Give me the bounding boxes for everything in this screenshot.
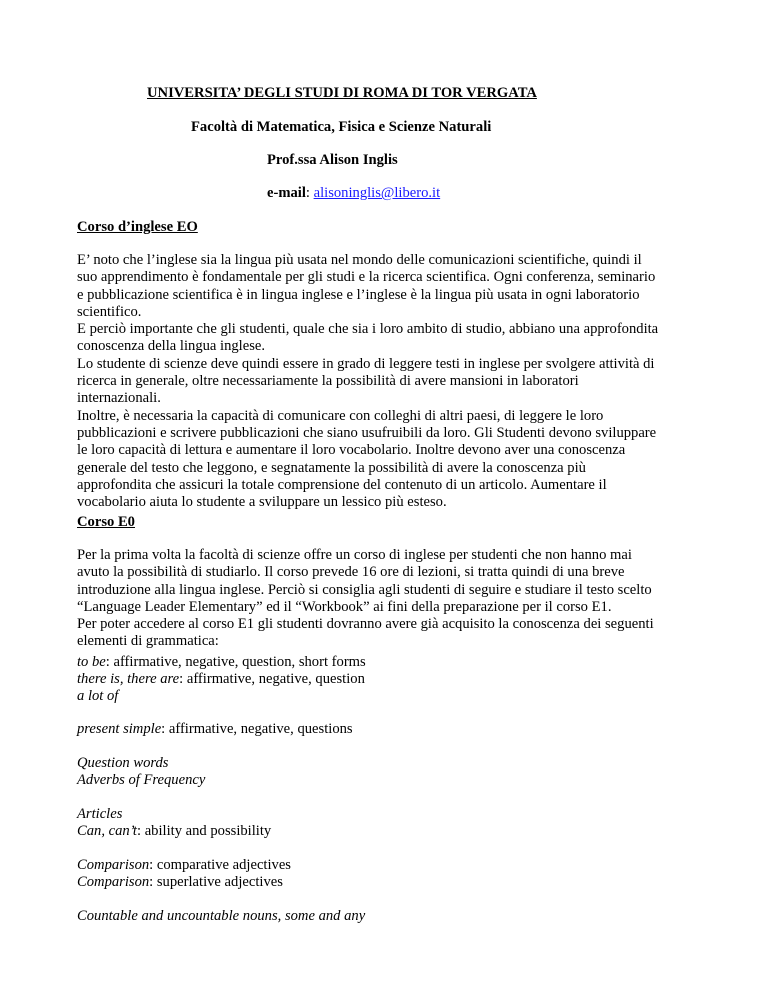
grammar-item <box>77 772 205 789</box>
grammar-term: Can, can’t <box>77 823 137 839</box>
paragraph-line: pubblicazioni e scrivere pubblicazioni che siano usufruibili da loro. Gli Studenti devono sviluppare <box>77 424 657 441</box>
faculty-title: Facoltà di Matematica, Fisica e Scienze Naturali <box>191 119 492 135</box>
grammar-detail: : comparative adjectives <box>149 857 291 873</box>
grammar-term: Question words <box>77 755 169 771</box>
grammar-detail: : ability and possibility <box>137 823 272 839</box>
grammar-item <box>77 806 122 823</box>
paragraph-line: Per la prima volta la facoltà di scienze offre un corso di inglese per studenti che non hanno mai <box>77 547 632 563</box>
paragraph-line: approfondita che assicuri la totale comprensione del contenuto di un articolo. Aumentare il <box>77 476 607 493</box>
paragraph-line: Per poter accedere al corso E1 gli studenti dovranno avere già acquisito la conoscenza dei seguenti <box>77 616 654 633</box>
grammar-term: Articles <box>77 806 123 822</box>
email-label: e-mail <box>267 185 306 201</box>
section-title-e0: Corso E0 <box>77 514 135 530</box>
paragraph-line: generale del testo che leggono, e segnatamente la possibilità di avere la conoscenza più <box>77 459 586 476</box>
grammar-item <box>77 671 365 688</box>
grammar-term: a lot of <box>77 688 119 704</box>
grammar-detail: : affirmative, negative, questions <box>161 721 353 737</box>
paragraph-line: “Language Leader Elementary” ed il “Workbook” ai fini della preparazione per il corso E1. <box>77 598 612 615</box>
paragraph-line: E perciò importante che gli studenti, quale che sia i loro ambito di studio, abbiano una approfondita <box>77 321 659 338</box>
grammar-item <box>77 654 366 671</box>
grammar-term: Adverbs of Frequency <box>77 772 206 788</box>
section-title-eo: Corso d’inglese EO <box>77 219 198 235</box>
paragraph-line: internazionali. <box>77 390 161 407</box>
email-line <box>267 185 440 202</box>
email-separator: : <box>305 185 314 201</box>
paragraph-line: Lo studente di scienze deve quindi essere in grado di leggere testi in inglese per svolgere attività di <box>77 355 655 372</box>
paragraph-line: conoscenza della lingua inglese. <box>77 338 266 355</box>
grammar-term: there is, there are <box>77 671 180 687</box>
paragraph-line: avuto la possibilità di studiarlo. Il corso prevede 16 ore di lezioni, si tratta quindi di una breve <box>77 564 625 581</box>
grammar-item <box>77 908 365 925</box>
university-title: UNIVERSITA’ DEGLI STUDI DI ROMA DI TOR VERGATA <box>147 85 537 101</box>
grammar-term: Countable and uncountable nouns, some and any <box>77 908 366 924</box>
paragraph-line: vocabolario aiuta lo studente a sviluppare un lessico più esteso. <box>77 494 447 511</box>
grammar-item <box>77 688 118 705</box>
paragraph-line: introduzione alla lingua inglese. Perciò si consiglia agli studenti di seguire e studiare il testo scelto <box>77 581 652 598</box>
email-link[interactable]: alisoninglis@libero.it <box>313 185 441 201</box>
grammar-item <box>77 874 283 891</box>
grammar-detail: : superlative adjectives <box>149 874 283 890</box>
grammar-item <box>77 823 271 840</box>
grammar-item <box>77 755 169 772</box>
paragraph-line: elementi di grammatica: <box>77 633 219 650</box>
grammar-term: to be <box>77 654 106 670</box>
grammar-item <box>77 857 291 874</box>
grammar-detail: : affirmative, negative, question <box>179 671 365 687</box>
paragraph-line: le loro capacità di lettura e aumentare il loro vocabolario. Inoltre devono aver una conoscenza <box>77 442 626 459</box>
grammar-detail: : affirmative, negative, question, short forms <box>105 654 366 670</box>
section-eo-body <box>77 252 707 511</box>
paragraph-line: Inoltre, è necessaria la capacità di comunicare con colleghi di altri paesi, di leggere le loro <box>77 407 604 424</box>
professor-name: Prof.ssa Alison Inglis <box>267 152 398 168</box>
paragraph-line: E’ noto che l’inglese sia la lingua più usata nel mondo delle comunicazioni scientifiche, quindi il <box>77 252 642 268</box>
grammar-term: present simple <box>77 721 162 737</box>
grammar-item <box>77 721 353 738</box>
section-e0-body <box>77 547 707 651</box>
paragraph-line: e pubblicazione scientifica è in lingua inglese e l’inglese è la lingua più usata in ogni laboratorio <box>77 286 640 303</box>
paragraph-line: suo apprendimento è fondamentale per gli studi e la ricerca scientifica. Ogni conferenza, seminario <box>77 269 656 286</box>
paragraph-line: ricerca in generale, oltre necessariamente la possibilità di avere mansioni in laboratori <box>77 373 579 390</box>
paragraph-line: scientifico. <box>77 303 142 320</box>
grammar-term: Comparison <box>77 874 150 890</box>
grammar-term: Comparison <box>77 857 150 873</box>
